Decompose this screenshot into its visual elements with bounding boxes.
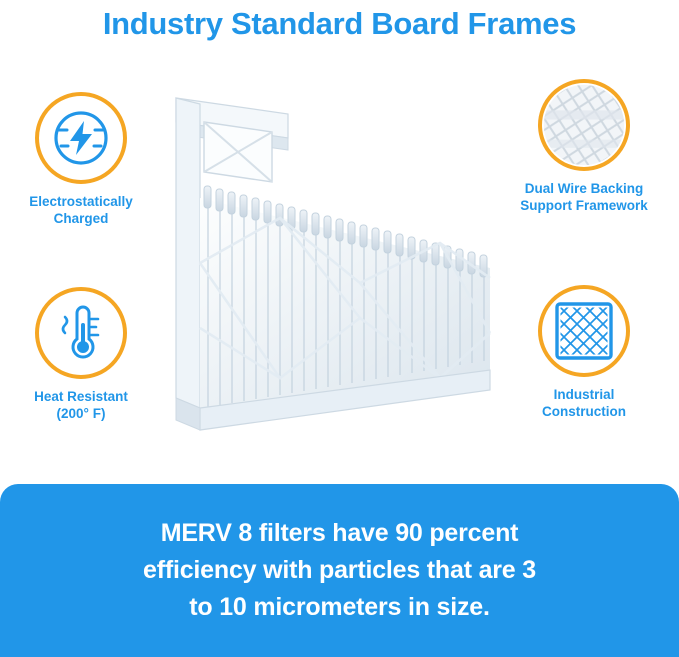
lightning-bolt-icon: [53, 110, 109, 166]
banner-text: [109, 515, 570, 626]
mesh-grid-icon: [551, 298, 617, 364]
feature-label-line1: Heat Resistant: [34, 389, 128, 404]
badge-circle: [538, 79, 630, 171]
feature-label: [6, 388, 156, 422]
frame-open-cell: [204, 122, 272, 182]
feature-label-line1: Industrial: [553, 387, 615, 402]
banner-line-2: efficiency with particles that are 3: [143, 556, 536, 584]
feature-electrostatically-charged: [6, 92, 156, 227]
badge-circle: [538, 285, 630, 377]
feature-label-line2: Support Framework: [520, 198, 648, 213]
feature-label: [509, 386, 659, 420]
feature-label-line2: (200° F): [56, 406, 106, 421]
feature-industrial-construction: [509, 285, 659, 420]
feature-label: [509, 180, 659, 214]
banner-line-3: to 10 micrometers in size.: [189, 593, 490, 621]
feature-label: [6, 193, 156, 227]
pleated-air-filter-image: [160, 78, 510, 470]
banner-line-1: MERV 8 filters have 90 percent: [160, 519, 519, 547]
frame-left-upright: [176, 98, 200, 408]
feature-label-line2: Construction: [542, 404, 626, 419]
feature-dual-wire-backing: [509, 79, 659, 214]
pleat-pack: [200, 186, 490, 408]
feature-label-line1: Electrostatically: [29, 194, 133, 209]
feature-label-line2: Charged: [53, 211, 109, 226]
badge-circle: [35, 287, 127, 379]
feature-label-line1: Dual Wire Backing: [524, 181, 644, 196]
badge-circle: [35, 92, 127, 184]
thermometer-icon: [53, 303, 109, 363]
merv-rating-banner: [0, 484, 679, 657]
filter-illustration: [160, 78, 510, 470]
wire-mesh-photo-icon: [542, 79, 626, 171]
feature-heat-resistant: [6, 287, 156, 422]
page-title: Industry Standard Board Frames: [102, 6, 577, 41]
